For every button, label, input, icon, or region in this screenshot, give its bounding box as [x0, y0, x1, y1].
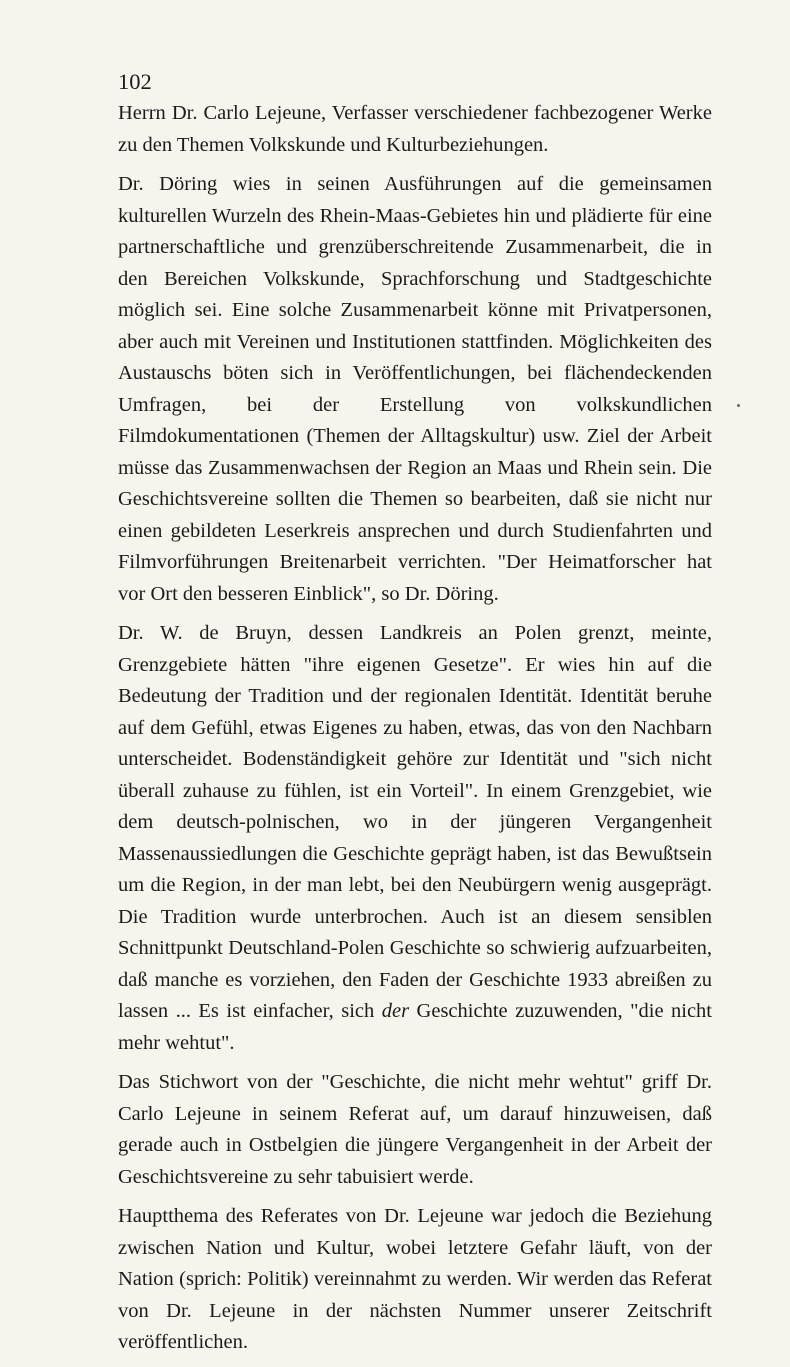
paragraph-2: Dr. Döring wies in seinen Ausführungen auf die gemeinsamen kulturellen Wurzeln des Rhein-Maas-Gebietes hin und plädierte für eine partnerschaftliche und grenzüberschreitende Zusammenarbeit, die in den Bereichen Volkskunde, Sprachforschung und Stadtgeschichte möglich sei. Eine solche Zusammenarbeit könne mit Privatpersonen, aber auch mit Vereinen und Institutionen stattfinden. Möglichkeiten des Austauschs böten sich in Veröffentlichungen, bei flächendeckenden Umfragen, bei der Erstellung von volkskundlichen Filmdokumentationen (Themen der Alltagskultur) usw. Ziel der Arbeit müsse das Zusammenwachsen der Region an Maas und Rhein sein. Die Geschichtsvereine sollten die Themen so bearbeiten, daß sie nicht nur einen gebildeten Leserkreis ansprechen und durch Studienfahrten und Filmvorführungen Breitenarbeit verrichten. "Der Heimatforscher hat vor Ort den besseren Einblick", so Dr. Döring.	[118, 173, 712, 605]
margin-mark	[737, 404, 740, 407]
page-number: 102	[118, 69, 152, 94]
paragraph-3-emphasis: der	[381, 1000, 410, 1022]
paragraph-3-text-before: Dr. W. de Bruyn, dessen Landkreis an Polen grenzt, meinte, Grenzgebiete hätten "ihre eigenen Gesetze". Er wies hin auf die Bedeutung der Tradition und der regionalen Identität. Identität beruhe auf dem Gefühl, etwas Eigenes zu haben, etwas, das von den Nachbarn unterscheidet. Bodenständigkeit gehöre zur Identität und "sich nicht überall zuhause zu fühlen, ist ein Vorteil". In einem Grenzgebiet, wie dem deutsch-polnischen, wo in der jüngeren Vergangenheit Massenaussiedlungen die Geschichte geprägt haben, ist das Bewußtsein um die Region, in der man lebt, bei den Neubürgern wenig ausgeprägt. Die Tradition wurde unterbrochen. Auch ist an diesem sensiblen Schnittpunkt Deutschland-Polen Geschichte so schwierig aufzuarbeiten, daß manche es vorziehen, den Faden der Geschichte 1933 abreißen zu lassen ... Es ist einfacher, sich	[118, 622, 712, 1022]
paragraph-3	[118, 618, 712, 1059]
paragraph-3-text-after: Geschichte zuzuwenden, "die nicht mehr wehtut".	[118, 1000, 713, 1054]
body-text	[118, 98, 712, 1367]
paragraph-4: Das Stichwort von der "Geschichte, die nicht mehr wehtut" griff Dr. Carlo Lejeune in seinem Referat auf, um darauf hinzuweisen, daß gerade auch in Ostbelgien die jüngere Vergangenheit in der Arbeit der Geschichtsvereine zu sehr tabuisiert werde.	[118, 1071, 712, 1188]
paragraph-1: Herrn Dr. Carlo Lejeune, Verfasser verschiedener fachbezogener Werke zu den Themen Volkskunde und Kulturbeziehungen.	[118, 102, 712, 156]
paragraph-5: Hauptthema des Referates von Dr. Lejeune war jedoch die Beziehung zwischen Nation und Kultur, wobei letztere Gefahr läuft, von der Nation (sprich: Politik) vereinnahmt zu werden. Wir werden das Referat von Dr. Lejeune in der nächsten Nummer unserer Zeitschrift veröffentlichen.	[118, 1205, 712, 1353]
